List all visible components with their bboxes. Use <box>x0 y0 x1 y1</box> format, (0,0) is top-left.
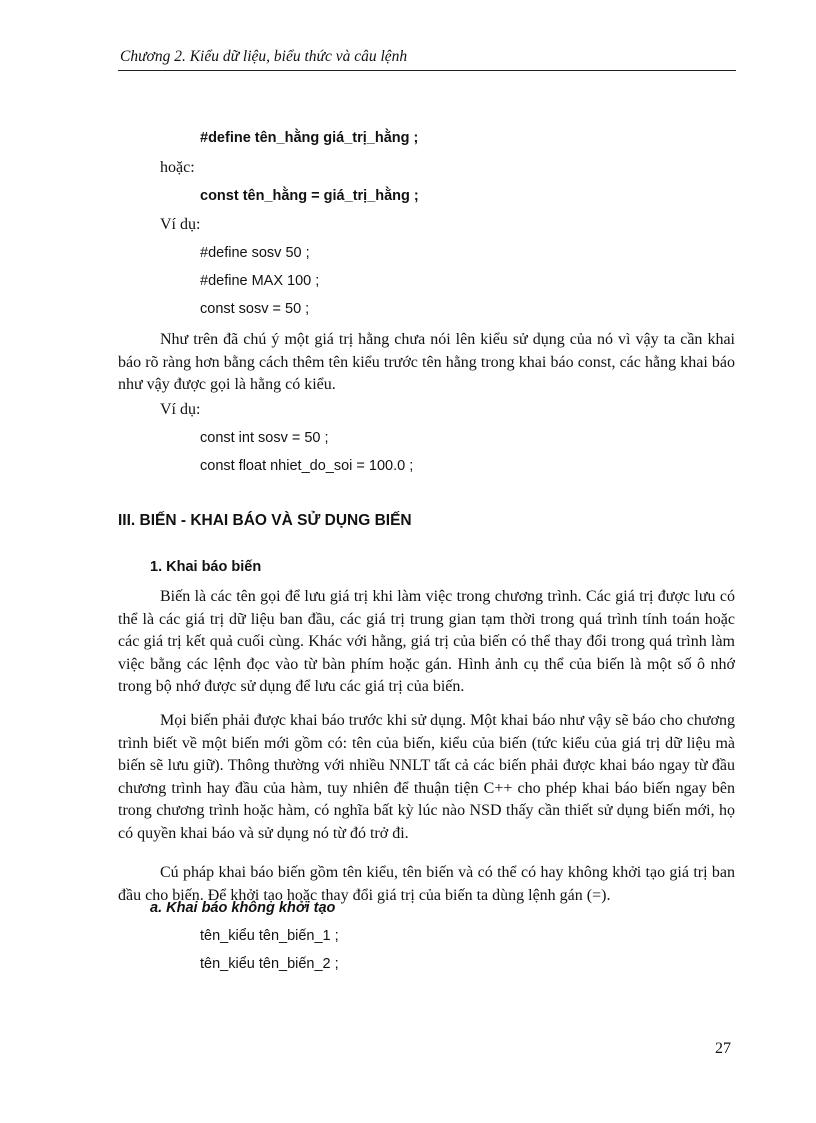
paragraph-text: Cú pháp khai báo biến gồm tên kiểu, tên biến và có thể có hay không khởi tạo giá trị ban đầu cho biến. Để khởi tạo hoặc thay đổi giá trị của biến ta dùng lệnh gán (=). <box>118 864 735 904</box>
code-line: #define sosv 50 ; <box>200 245 310 261</box>
code-line: const float nhiet_do_soi = 100.0 ; <box>200 458 414 474</box>
code-line: const sosv = 50 ; <box>200 301 310 317</box>
section-heading: III. BIẾN - KHAI BÁO VÀ SỬ DỤNG BIẾN <box>118 512 412 529</box>
code-line: tên_kiểu tên_biến_2 ; <box>200 956 339 972</box>
define-syntax: #define tên_hằng giá_trị_hằng ; <box>200 130 419 146</box>
example-label: Ví dụ: <box>160 216 201 233</box>
code-line: #define MAX 100 ; <box>200 273 320 289</box>
header-divider <box>118 70 736 71</box>
const-syntax: const tên_hằng = giá_trị_hằng ; <box>200 188 419 204</box>
or-label: hoặc: <box>160 159 195 176</box>
paragraph <box>118 329 735 397</box>
code-line: const int sosv = 50 ; <box>200 430 329 446</box>
paragraph <box>118 586 735 699</box>
example-label: Ví dụ: <box>160 401 201 418</box>
page-number: 27 <box>715 1040 731 1057</box>
paragraph <box>118 710 735 846</box>
paragraph-text: Như trên đã chú ý một giá trị hằng chưa nói lên kiểu sử dụng của nó vì vậy ta cần khai báo rõ ràng hơn bằng cách thêm tên kiểu trước tên hằng trong khai báo const, các hằng khai báo như vậy được gọi là hằng có kiểu. <box>118 331 735 394</box>
paragraph-text: Mọi biến phải được khai báo trước khi sử dụng. Một khai báo như vậy sẽ báo cho chương trình biết về một biến mới gồm có: tên của biến, kiểu của biến (tức kiểu của giá trị dữ liệu mà biến sẽ lưu giữ). Thông thường với nhiều NNLT tất cả các biến phải được khai báo ngay từ đầu chương trình hay đầu của hàm, tuy nhiên để thuận tiện C++ cho phép khai báo biến ngay bên trong chương trình hoặc hàm, có nghĩa bất kỳ lúc nào NSD thấy cần thiết sử dụng biến mới, họ có quyền khai báo và sử dụng nó từ đó trở đi. <box>118 712 735 842</box>
code-line: tên_kiểu tên_biến_1 ; <box>200 928 339 944</box>
subsection-heading: a. Khai báo không khởi tạo <box>150 900 336 916</box>
running-header: Chương 2. Kiểu dữ liệu, biểu thức và câu lệnh <box>120 48 408 65</box>
paragraph-text: Biến là các tên gọi để lưu giá trị khi làm việc trong chương trình. Các giá trị được lưu có thể là các giá trị dữ liệu ban đầu, các giá trị trung gian tạm thời trong quá trình tính toán hoặc các giá trị kết quả cuối cùng. Khác với hằng, giá trị của biến có thể thay đổi trong quá trình làm việc bằng các lệnh đọc vào từ bàn phím hoặc gán. Hình ảnh cụ thể của biến là một số ô nhớ trong bộ nhớ được sử dụng để lưu các giá trị của biến. <box>118 588 735 696</box>
subsection-heading: 1. Khai báo biến <box>150 559 262 575</box>
